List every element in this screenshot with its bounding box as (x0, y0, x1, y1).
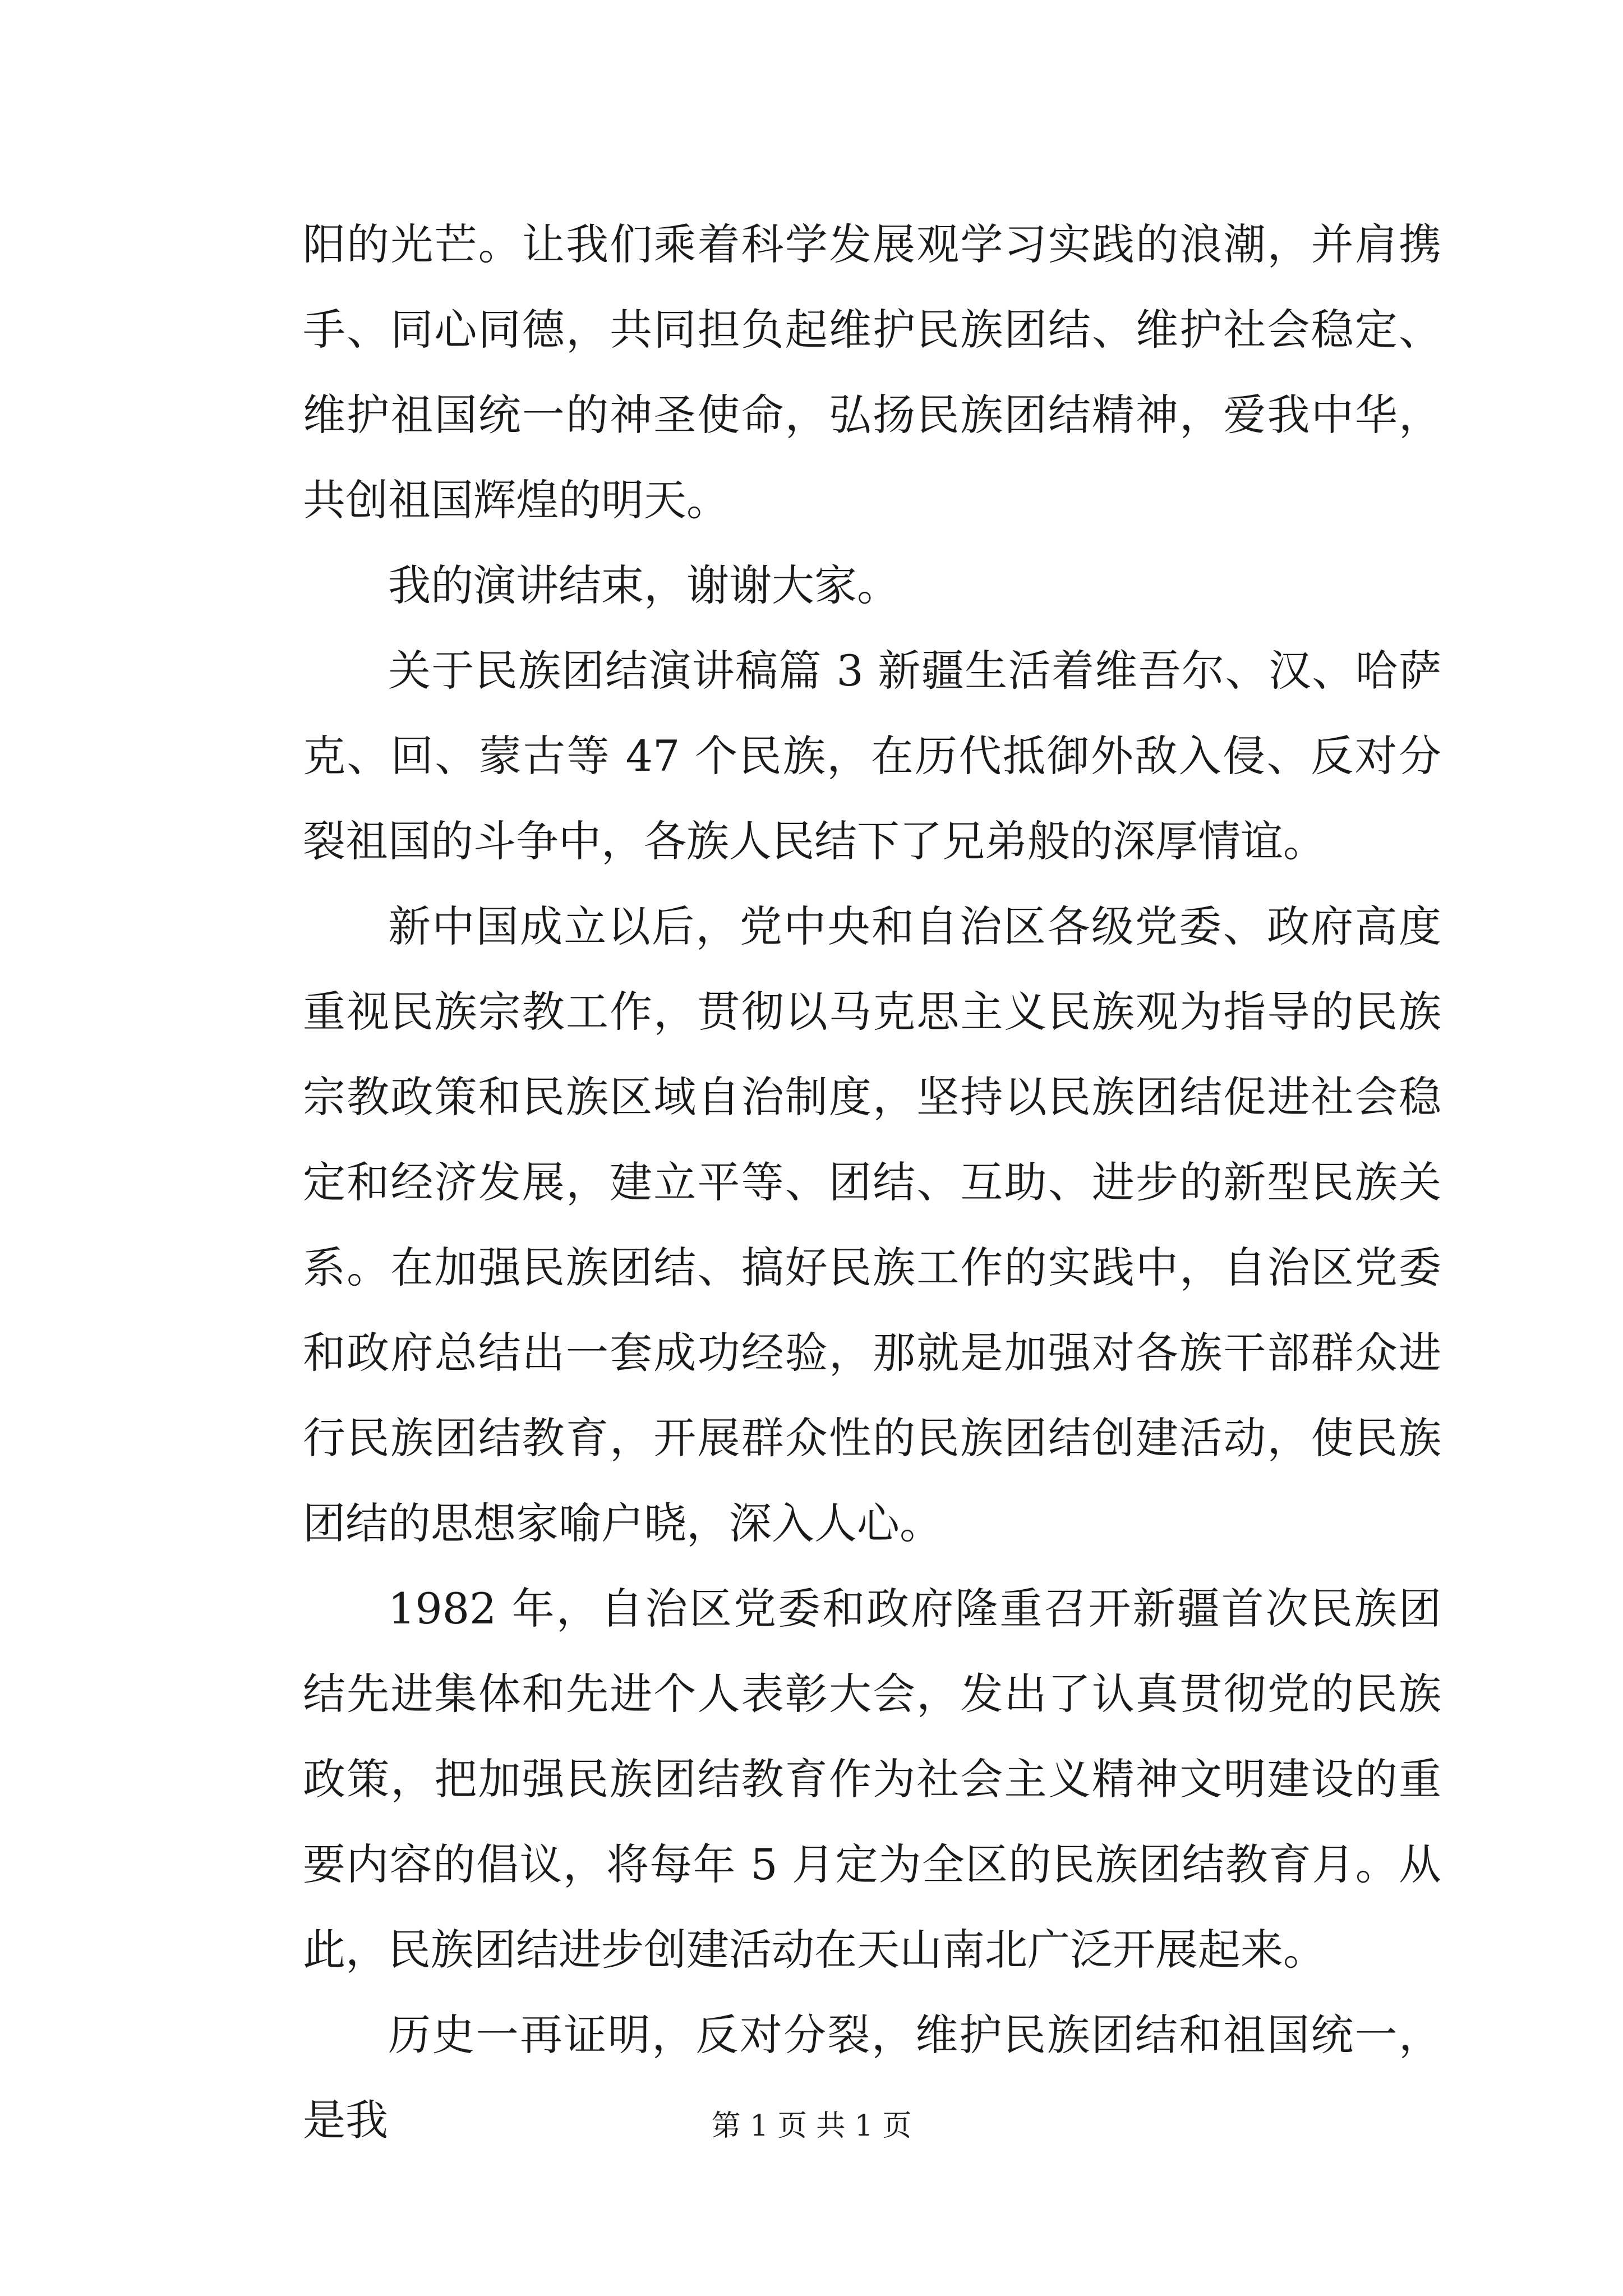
paragraph-2: 我的演讲结束，谢谢大家。 (388, 560, 900, 610)
paragraph-5: 1982 年，自治区党委和政府隆重召开新疆首次民族团结先进集体和先进个人表彰大会，发出了认真贯彻党的民族政策，把加强民族团结教育作为社会主义精神文明建设的重要内容的倡议，将每年 5 月定为全区的民族团结教育月。从此，民族团结进步创建活动在天山南北广泛开展起来。 (303, 1584, 1441, 1975)
paragraph-6: 历史一再证明，反对分裂，维护民族团结和祖国统一，是我 (303, 2010, 1441, 2145)
paragraph-3: 关于民族团结演讲稿篇 3 新疆生活着维吾尔、汉、哈萨克、回、蒙古等 47 个民族，在历代抵御外敌入侵、反对分裂祖国的斗争中，各族人民结下了兄弟般的深厚情谊。 (303, 646, 1441, 866)
page-footer: 第 1 页 共 1 页 (711, 2109, 912, 2143)
paragraph-4: 新中国成立以后，党中央和自治区各级党委、政府高度重视民族宗教工作，贯彻以马克思主义民族观为指导的民族宗教政策和民族区域自治制度，坚持以民族团结促进社会稳定和经济发展，建立平等、团结、互助、进步的新型民族关系。在加强民族团结、搞好民族工作的实践中，自治区党委和政府总结出一套成功经验，那就是加强对各族干部群众进行民族团结教育，开展群众性的民族团结创建活动，使民族团结的思想家喻户晓，深入人心。 (303, 901, 1441, 1548)
paragraph-1: 阳的光芒。让我们乘着科学发展观学习实践的浪潮，并肩携手、同心同德，共同担负起维护民族团结、维护社会稳定、维护祖国统一的神圣使命，弘扬民族团结精神，爱我中华，共创祖国辉煌的明天。 (303, 219, 1441, 525)
document-body (303, 202, 1441, 2163)
